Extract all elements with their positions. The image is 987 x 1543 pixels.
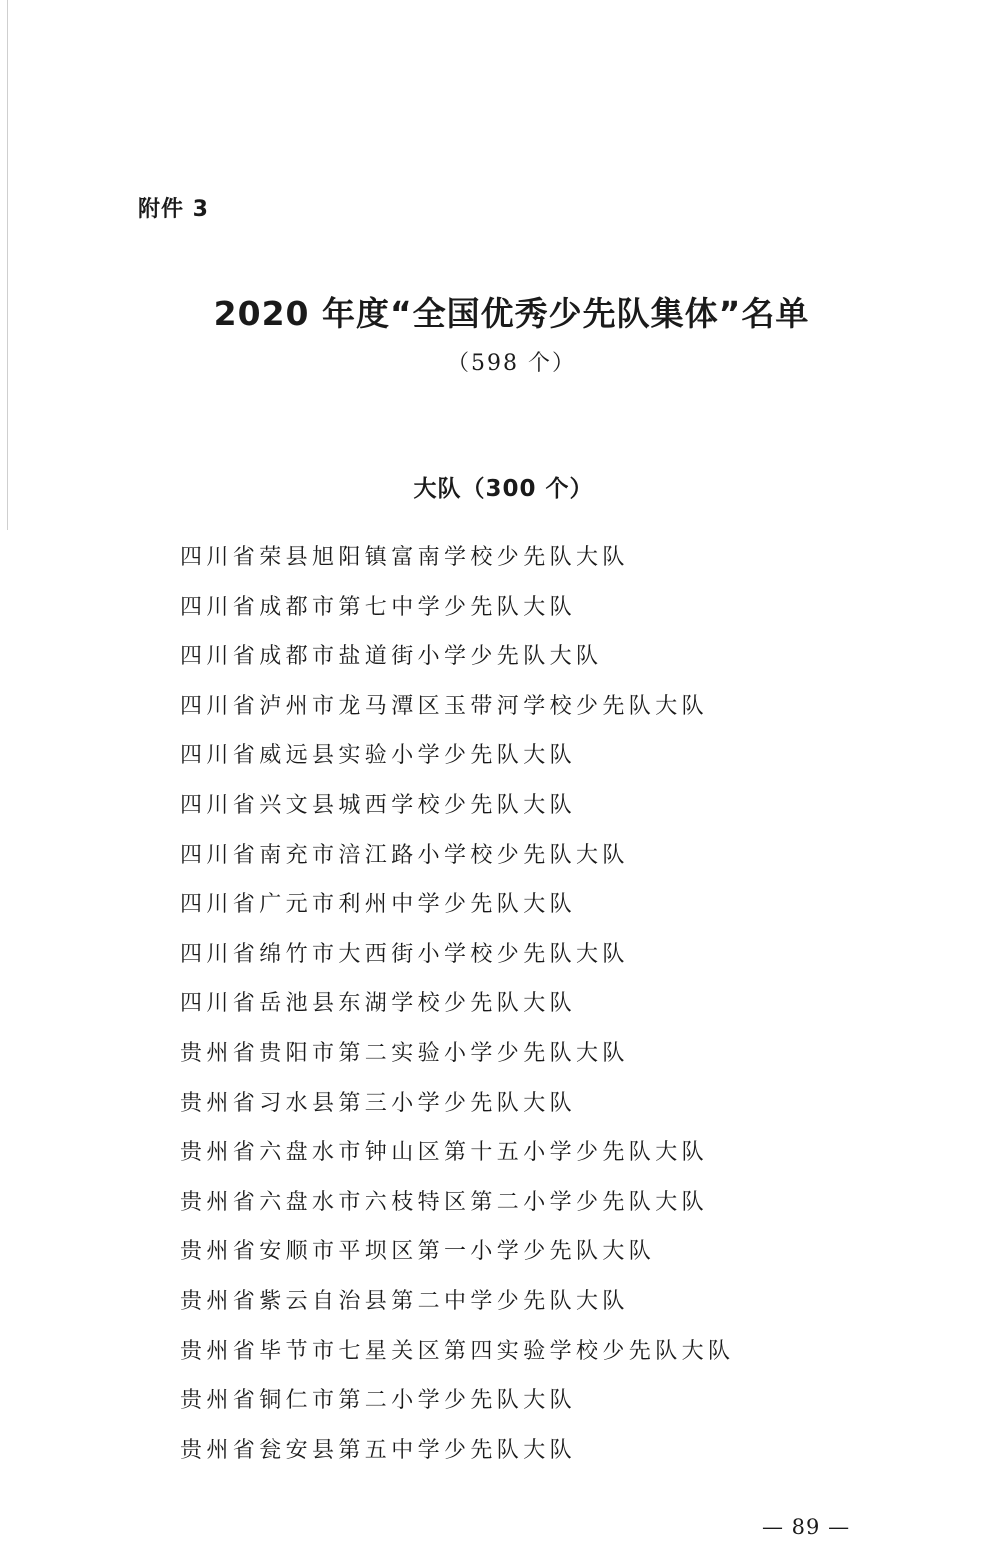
list-item: 四川省岳池县东湖学校少先队大队 — [180, 991, 577, 1017]
page-subtitle: （598 个） — [447, 351, 576, 376]
section-heading: 大队（300 个） — [413, 476, 594, 502]
list-item: 贵州省习水县第三小学少先队大队 — [180, 1090, 577, 1116]
list-item: 贵州省六盘水市钟山区第十五小学少先队大队 — [180, 1140, 709, 1166]
list-item: 四川省荣县旭阳镇富南学校少先队大队 — [180, 545, 629, 570]
list-item: 贵州省六盘水市六枝特区第二小学少先队大队 — [180, 1189, 709, 1215]
list-item: 四川省绵竹市大西街小学校少先队大队 — [180, 941, 629, 967]
list-item: 贵州省安顺市平坝区第一小学少先队大队 — [180, 1239, 656, 1265]
list-item: 贵州省毕节市七星关区第四实验学校少先队大队 — [180, 1338, 735, 1364]
list-item: 四川省成都市第七中学少先队大队 — [180, 594, 577, 620]
page-number: — 89 — — [762, 1515, 851, 1539]
list-item: 贵州省紫云自治县第二中学少先队大队 — [180, 1288, 629, 1314]
list-item: 四川省威远县实验小学少先队大队 — [180, 743, 577, 769]
list-item: 四川省南充市涪江路小学校少先队大队 — [180, 842, 629, 868]
page-title: 2020 年度“全国优秀少先队集体”名单 — [213, 294, 810, 333]
list-item: 四川省兴文县城西学校少先队大队 — [180, 792, 577, 818]
list-item: 四川省泸州市龙马潭区玉带河学校少先队大队 — [180, 693, 709, 719]
list-item: 四川省广元市利州中学少先队大队 — [180, 892, 577, 918]
list-item: 贵州省贵阳市第二实验小学少先队大队 — [180, 1040, 629, 1066]
list-item: 四川省成都市盐道街小学少先队大队 — [180, 644, 603, 670]
scan-edge-line — [7, 0, 8, 530]
list-item: 贵州省瓮安县第五中学少先队大队 — [180, 1437, 577, 1463]
attachment-label: 附件 3 — [138, 197, 209, 222]
honor-list — [180, 540, 734, 1482]
list-item: 贵州省铜仁市第二小学少先队大队 — [180, 1388, 577, 1414]
